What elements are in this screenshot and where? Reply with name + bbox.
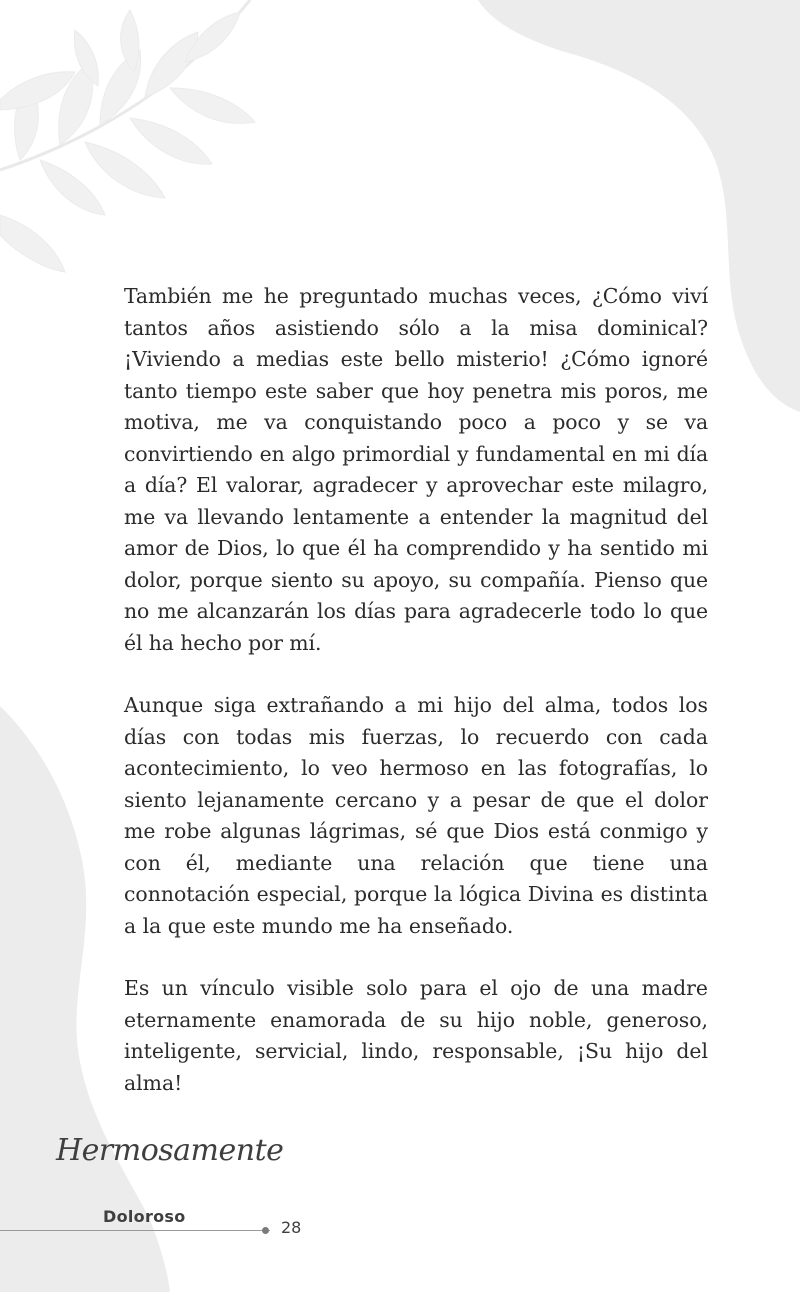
book-logo-subtitle: Doloroso bbox=[103, 1207, 186, 1226]
paragraph-1: También me he preguntado muchas veces, ¿Cómo viví tantos años asistiendo sólo a la misa dominical? ¡Viviendo a medias este bello misterio! ¿Cómo ignoré tanto tiempo este saber que hoy penetra mis poros, me motiva, me va conquistando poco a poco y se va convirtiendo en algo primordial y fundamental en mi día a día? El valorar, agradecer y aprovechar este milagro, me va llevando lentamente a entender la magnitud del amor de Dios, lo que él ha comprendido y ha sentido mi dolor, porque siento su apoyo, su compañía. Pienso que no me alcanzarán los días para agradecerle todo lo que él ha hecho por mí. bbox=[124, 284, 708, 655]
footer-rule bbox=[0, 1230, 270, 1231]
footer-dot bbox=[262, 1227, 269, 1234]
book-logo-script: Hermosamente bbox=[56, 1133, 284, 1168]
body-text bbox=[124, 281, 708, 1099]
paragraph-3: Es un vínculo visible solo para el ojo de una madre eternamente enamorada de su hijo noble, generoso, inteligente, servicial, lindo, responsable, ¡Su hijo del alma! bbox=[124, 976, 708, 1095]
leaf-branch-icon bbox=[0, 0, 255, 272]
paragraph-2: Aunque siga extrañando a mi hijo del alma, todos los días con todas mis fuerzas, lo recuerdo con cada acontecimiento, lo veo hermoso en las fotografías, lo siento lejanamente cercano y a pesar de que el dolor me robe algunas lágrimas, sé que Dios está conmigo y con él, mediante una relación que tiene una connotación especial, porque la lógica Divina es distinta a la que este mundo me ha enseñado. bbox=[124, 693, 708, 938]
page-number: 28 bbox=[281, 1218, 302, 1237]
